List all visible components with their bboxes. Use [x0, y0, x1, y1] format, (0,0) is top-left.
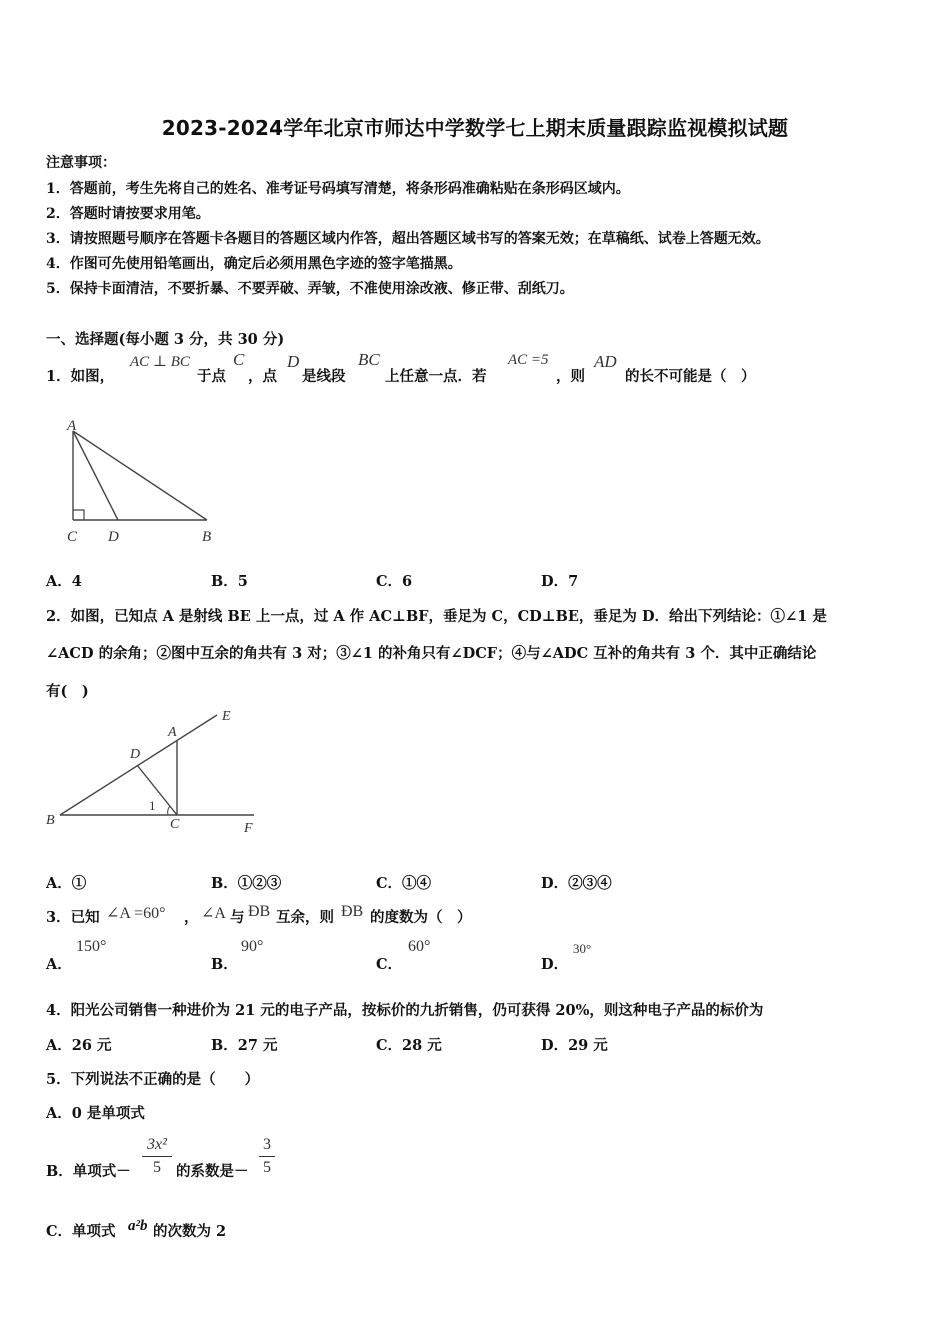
q3-math-angle-a: ∠A [201, 905, 226, 922]
q2-label-b: B [46, 813, 55, 828]
q1-number: 1．如图， [46, 368, 115, 385]
q3-option-d-label[interactable]: D． [541, 956, 569, 973]
q3-math-angle-b: ÐB [341, 903, 364, 920]
q2-text-line: ∠ACD 的余角；②图中互余的角共有 3 对；③∠1 的补角只有∠DCF；④与∠ADC 互补的角共有 3 个．其中正确结论 [46, 645, 817, 662]
q3-option-c-value[interactable]: 60° [408, 938, 431, 955]
q2-label-c: C [170, 817, 180, 832]
notice-item: 4．作图可先使用铅笔画出，确定后必须用黑色字迹的签字笔描黑。 [46, 256, 462, 272]
q4-text: 4．阳光公司销售一种进价为 21 元的电子产品，按标价的九折销售，仍可获得 20%，则这种电子产品的标价为 [46, 1002, 764, 1019]
q1-text: 是线段 [302, 368, 346, 385]
q5-option-a[interactable]: A．0 是单项式 [46, 1105, 145, 1122]
q3-option-a-value[interactable]: 150° [76, 938, 107, 955]
q1-text: 于点 [197, 368, 226, 385]
fraction-numerator: 3x² [147, 1136, 167, 1153]
q5-option-c-prefix[interactable]: C．单项式 [46, 1223, 116, 1240]
q2-label-a: A [168, 725, 177, 740]
q3-text: 的度数为（ ） [370, 909, 472, 926]
q3-text: ， [184, 909, 199, 926]
q5-fraction-3-over-5 [259, 1136, 275, 1177]
q1-text: ，点 [248, 368, 277, 385]
q2-option-c[interactable]: C．①④ [376, 875, 432, 892]
q1-math-ac-perp-bc: AC ⊥ BC [130, 354, 190, 370]
q4-option-c[interactable]: C．28 元 [376, 1037, 442, 1054]
q2-label-angle-1: 1 [149, 798, 156, 813]
q2-ray-figure [42, 700, 272, 840]
notice-item: 3．请按照题号顺序在答题卡各题目的答题区域内作答，超出答题区域书写的答案无效；在草稿纸、试卷上答题无效。 [46, 231, 770, 247]
q1-label-a: A [67, 418, 77, 434]
q3-text: 与 [230, 909, 245, 926]
q1-math-bc: BC [358, 350, 380, 369]
q2-option-d[interactable]: D．②③④ [541, 875, 612, 892]
q1-option-d[interactable]: D．7 [541, 573, 579, 590]
q1-text: 的长不可能是（ ） [625, 368, 756, 385]
q1-label-c: C [67, 529, 78, 545]
notice-item: 5．保持卡面清洁，不要折暴、不要弄破、弄皱，不准使用涂改液、修正带、刮纸刀。 [46, 281, 574, 297]
fraction-denominator: 5 [263, 1159, 271, 1176]
q4-option-b[interactable]: B．27 元 [211, 1037, 278, 1054]
q5-fraction-3x2-over-5 [142, 1136, 172, 1177]
q3-text: 3．已知 [46, 909, 100, 926]
q1-math-d: D [287, 352, 300, 371]
q2-option-a[interactable]: A．① [46, 875, 87, 892]
q1-text: ，则 [556, 368, 585, 385]
q2-label-d: D [130, 747, 141, 762]
q1-triangle-figure [55, 410, 230, 555]
q1-label-d: D [108, 529, 119, 545]
q2-label-e: E [222, 709, 231, 724]
q1-text: 上任意一点．若 [385, 368, 487, 385]
q3-text: 互余，则 [276, 909, 334, 926]
page-title: 2023-2024学年北京市师达中学数学七上期末质量跟踪监视模拟试题 [161, 116, 789, 140]
fraction-denominator: 5 [153, 1159, 161, 1176]
q3-option-b-label[interactable]: B． [211, 956, 238, 973]
q3-option-c-label[interactable]: C． [376, 956, 403, 973]
q4-option-a[interactable]: A．26 元 [46, 1037, 112, 1054]
section-heading: 一、选择题(每小题 3 分，共 30 分) [46, 331, 285, 348]
q3-math-angle-a-60: ∠A =60° [106, 905, 166, 922]
q1-label-b: B [202, 529, 212, 545]
q1-math-c: C [233, 350, 245, 369]
q3-math-angle-b: ÐB [248, 903, 271, 920]
notice-item: 2．答题时请按要求用笔。 [46, 206, 210, 222]
q1-option-a[interactable]: A．4 [46, 573, 82, 590]
q1-math-ac-5: AC =5 [508, 352, 549, 368]
q5-option-b-middle: 的系数是－ [176, 1163, 249, 1180]
q4-option-d[interactable]: D．29 元 [541, 1037, 608, 1054]
notice-item: 1．答题前，考生先将自己的姓名、准考证号码填写清楚，将条形码准确粘贴在条形码区域内。 [46, 181, 630, 197]
q1-option-c[interactable]: C．6 [376, 573, 413, 590]
fraction-numerator: 3 [263, 1136, 271, 1153]
q3-option-b-value[interactable]: 90° [241, 938, 264, 955]
q5-option-c-suffix: 的次数为 2 [153, 1223, 227, 1240]
q2-option-b[interactable]: B．①②③ [211, 875, 282, 892]
q3-option-a-label[interactable]: A． [46, 956, 72, 973]
q1-option-b[interactable]: B．5 [211, 573, 248, 590]
q3-option-d-value[interactable]: 30° [573, 941, 592, 956]
fraction-bar [142, 1156, 172, 1157]
q5-text: 5．下列说法不正确的是（ ） [46, 1071, 260, 1088]
q5-option-b-prefix[interactable]: B．单项式－ [46, 1163, 131, 1180]
fraction-bar [259, 1156, 275, 1157]
q2-text-line: 有( ) [46, 683, 89, 700]
q1-math-ad: AD [594, 352, 617, 371]
q2-label-f: F [244, 821, 253, 836]
q2-text-line: 2．如图，已知点 A 是射线 BE 上一点，过 A 作 AC⊥BF，垂足为 C，CD⊥BE，垂足为 D．给出下列结论：①∠1 是 [46, 608, 827, 625]
q5-option-c-math: a²b [128, 1218, 148, 1234]
notice-heading: 注意事项： [46, 155, 116, 171]
